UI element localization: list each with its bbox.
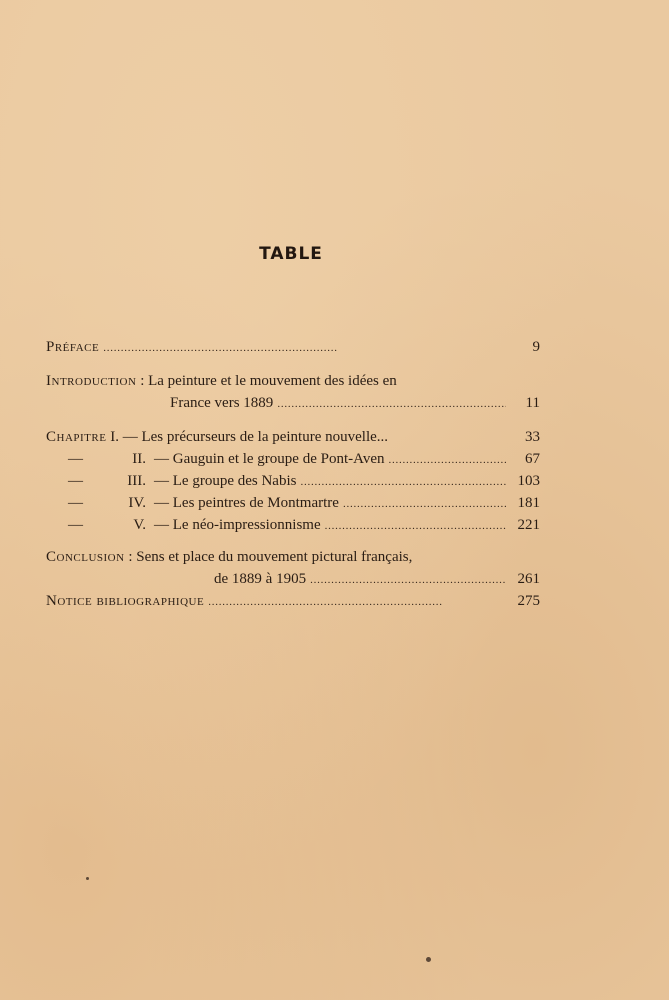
toc-label-text: France vers 1889	[170, 395, 274, 411]
leader-dots	[325, 515, 506, 537]
toc-entry-introduction	[46, 370, 540, 414]
page-title: TABLE	[259, 244, 323, 264]
toc-entry-chapter	[46, 514, 540, 536]
toc-page-number: 67	[525, 451, 540, 467]
toc-page-number: 9	[532, 339, 540, 355]
chapter-title: — Le néo-impressionnisme	[154, 517, 321, 533]
chapter-numeral: I.	[110, 429, 119, 445]
chapter-numeral: III.	[127, 473, 146, 489]
toc-entry-chapter	[46, 448, 540, 470]
leader-dots	[343, 493, 506, 515]
chapter-numeral: IV.	[128, 495, 146, 511]
toc-page-number: 275	[517, 593, 540, 609]
toc-label: Conclusion	[46, 549, 125, 565]
chapter-numeral: V.	[133, 517, 146, 533]
paper-speck	[426, 957, 431, 962]
toc-entry-notice	[46, 590, 540, 612]
toc-label: Notice bibliographique	[46, 593, 205, 609]
chapter-prefix: —	[68, 495, 83, 511]
toc-label: Introduction	[46, 373, 137, 389]
toc-page-number: 261	[517, 571, 540, 587]
toc-label: Préface	[46, 339, 100, 355]
toc-entry-conclusion	[46, 546, 540, 590]
table-of-contents	[46, 336, 540, 612]
chapter-prefix: —	[68, 451, 83, 467]
chapter-title: — Le groupe des Nabis	[154, 473, 297, 489]
toc-entry-line	[46, 392, 540, 414]
toc-label-text: : Sens et place du mouvement pictural français,	[124, 549, 413, 565]
leader-dots	[103, 337, 506, 359]
toc-entry-preface	[46, 336, 540, 358]
toc-label-text: : La peinture et le mouvement des idées en	[136, 373, 397, 389]
chapter-numeral: II.	[132, 451, 146, 467]
chapter-prefix: —	[68, 517, 83, 533]
toc-page-number: 33	[525, 429, 540, 445]
chapter-prefix: —	[68, 473, 83, 489]
toc-page-number: 11	[525, 395, 540, 411]
toc-entry-chapter	[46, 492, 540, 514]
toc-entry-line	[46, 568, 540, 590]
leader-dots	[389, 449, 506, 471]
chapter-prefix: Chapitre	[46, 429, 107, 445]
toc-label-text: de 1889 à 1905	[214, 571, 307, 587]
leader-dots	[208, 591, 506, 613]
chapter-title: — Gauguin et le groupe de Pont-Aven	[154, 451, 385, 467]
toc-entry-line	[46, 546, 540, 568]
toc-page-number: 221	[517, 517, 540, 533]
toc-page-number: 181	[517, 495, 540, 511]
leader-dots	[277, 393, 506, 415]
toc-page-number: 103	[517, 473, 540, 489]
leader-dots	[310, 569, 506, 591]
toc-entry-chapter	[46, 470, 540, 492]
chapter-title: — Les peintres de Montmartre	[154, 495, 339, 511]
toc-entry-line	[46, 370, 540, 392]
paper-speck	[86, 877, 89, 880]
chapter-title: — Les précurseurs de la peinture nouvelle...	[122, 429, 389, 445]
leader-dots	[300, 471, 506, 493]
toc-entry-chapter	[46, 426, 540, 448]
